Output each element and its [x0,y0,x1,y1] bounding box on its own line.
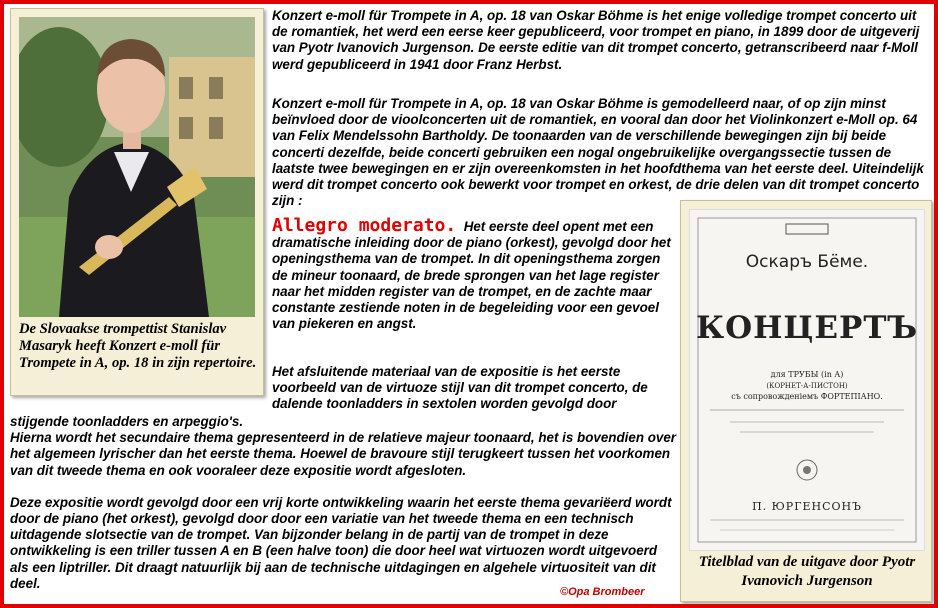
intro-text-2: Konzert e-moll für Trompete in A, op. 18 van Oskar Böhme is gemodelleerd naar, of op zijn minst beïnvloed door de vioolconcerten uit de romantiek, en vooral dan door het Violinkonzert e-Moll op. 64 van Felix Mendelssohn Bartholdy. De toonaarden van de verschillende bewegingen zijn bij beide concerti dezelfde, beide concerti gebruiken een nogal ongebruikelijke overgangssectie tussen de laatste twee bewegingen en er zijn overeenkomsten in het hoofdthema van het eerste deel. Uiteindelijk werd dit trompet concerto ook bewerkt voor trompet en orkest, de drie delen van dit trompet concerto zijn : [272,96,924,209]
movement-heading: Allegro moderato. [272,215,457,236]
allegro-text: Het eerste deel opent met een dramatische inleiding door de piano (orkest), gevolgd door het openingsthema van de trompet. In dit openingsthema zorgen de mineur toonaard, de brede sprongen van het lage register naar het midden register van de trompet, en de zachte maar constante zestiende noten in de begeleiding voor een gevoel van piekeren en angst. [272,219,671,332]
title-page-subtitle-3: съ сопровожденіемъ ФОРТЕПІАНО. [731,392,883,401]
title-page-title: КОНЦЕРТЪ [695,310,919,346]
title-page-caption: Titelblad van de uitgave door Pyotr Ivanovich Jurgenson [698,554,916,589]
allegro-section [272,215,672,332]
title-page-subtitle-2: (КОРНЕТ-А-ПИСТОН) [766,382,848,390]
development-text: Deze expositie wordt gevolgd door een vrij korte ontwikkeling waarin het eerste thema gevariëerd wordt door de piano (het orkest), gevolgd door door een variatie van het tweede thema en een technisch uitdagende slotsectie van de trompet. Van bijzonder belang in de partij van de trompet in deze ontwikkeling is een triller tussen A en B (een halve toon) die door heel wat virtuozen wordt uitgevoerd als een liptriller. Dit draagt natuurlijk bij aan de technische uitdagingen en algehele virtuositeit van dit deel. [10,494,672,591]
intro-text-1: Konzert e-moll für Trompete in A, op. 18 van Oskar Böhme is het enige volledige trompet concerto uit de romantiek, het werd een eerse keer gepubliceerd, voor trompet en piano, in 1899 door de uitgeverij van Pyotr Ivanovich Jurgenson. De eerste editie van dit trompet concerto, getranscribeerd naar f-Moll werd gepubliceerd in 1941 door Franz Herbst. [272,8,920,72]
title-page-author: Оскаръ Бёме. [745,252,869,272]
intro-paragraph-2 [272,96,934,209]
exposition-text: Het afsluitende materiaal van de expositie is het eerste voorbeeld van de virtuoze stijl van dit trompet concerto, de dalende toonladders in sextolen worden gevolgd door [272,364,648,412]
intro-paragraph-1 [272,8,934,73]
trumpeter-photo [19,17,255,317]
title-page-image [689,209,925,551]
title-page-card [680,200,932,602]
copyright-credit: ©Opa Brombeer [560,586,645,598]
exposition-continuation: stijgende toonladders en arpeggio's. [10,414,244,429]
photo-caption: De Slovaakse trompettist Stanislav Masaryk heeft Konzert e-moll für Trompete in A, op. 18 in zijn repertoire. [19,321,257,371]
title-page-subtitle: для ТРУБЫ (in A) [770,370,844,379]
exposition-section [272,364,672,413]
photo-card [10,8,264,396]
secondary-theme-text: Hierna wordt het secundaire thema gepresenteerd in de relatieve majeur toonaard, het is bovendien over het algemeen lyrischer dan het eerste thema. Hoewel de bravoure stijl terugkeert tussen het voorkomen van dit tweede thema en ook vooraleer deze expositie wordt afgesloten. [10,430,677,478]
lower-text-block [10,414,676,592]
title-page-publisher: П. ЮРГЕНСОНЪ [752,500,862,513]
trumpeter-image [19,17,255,317]
